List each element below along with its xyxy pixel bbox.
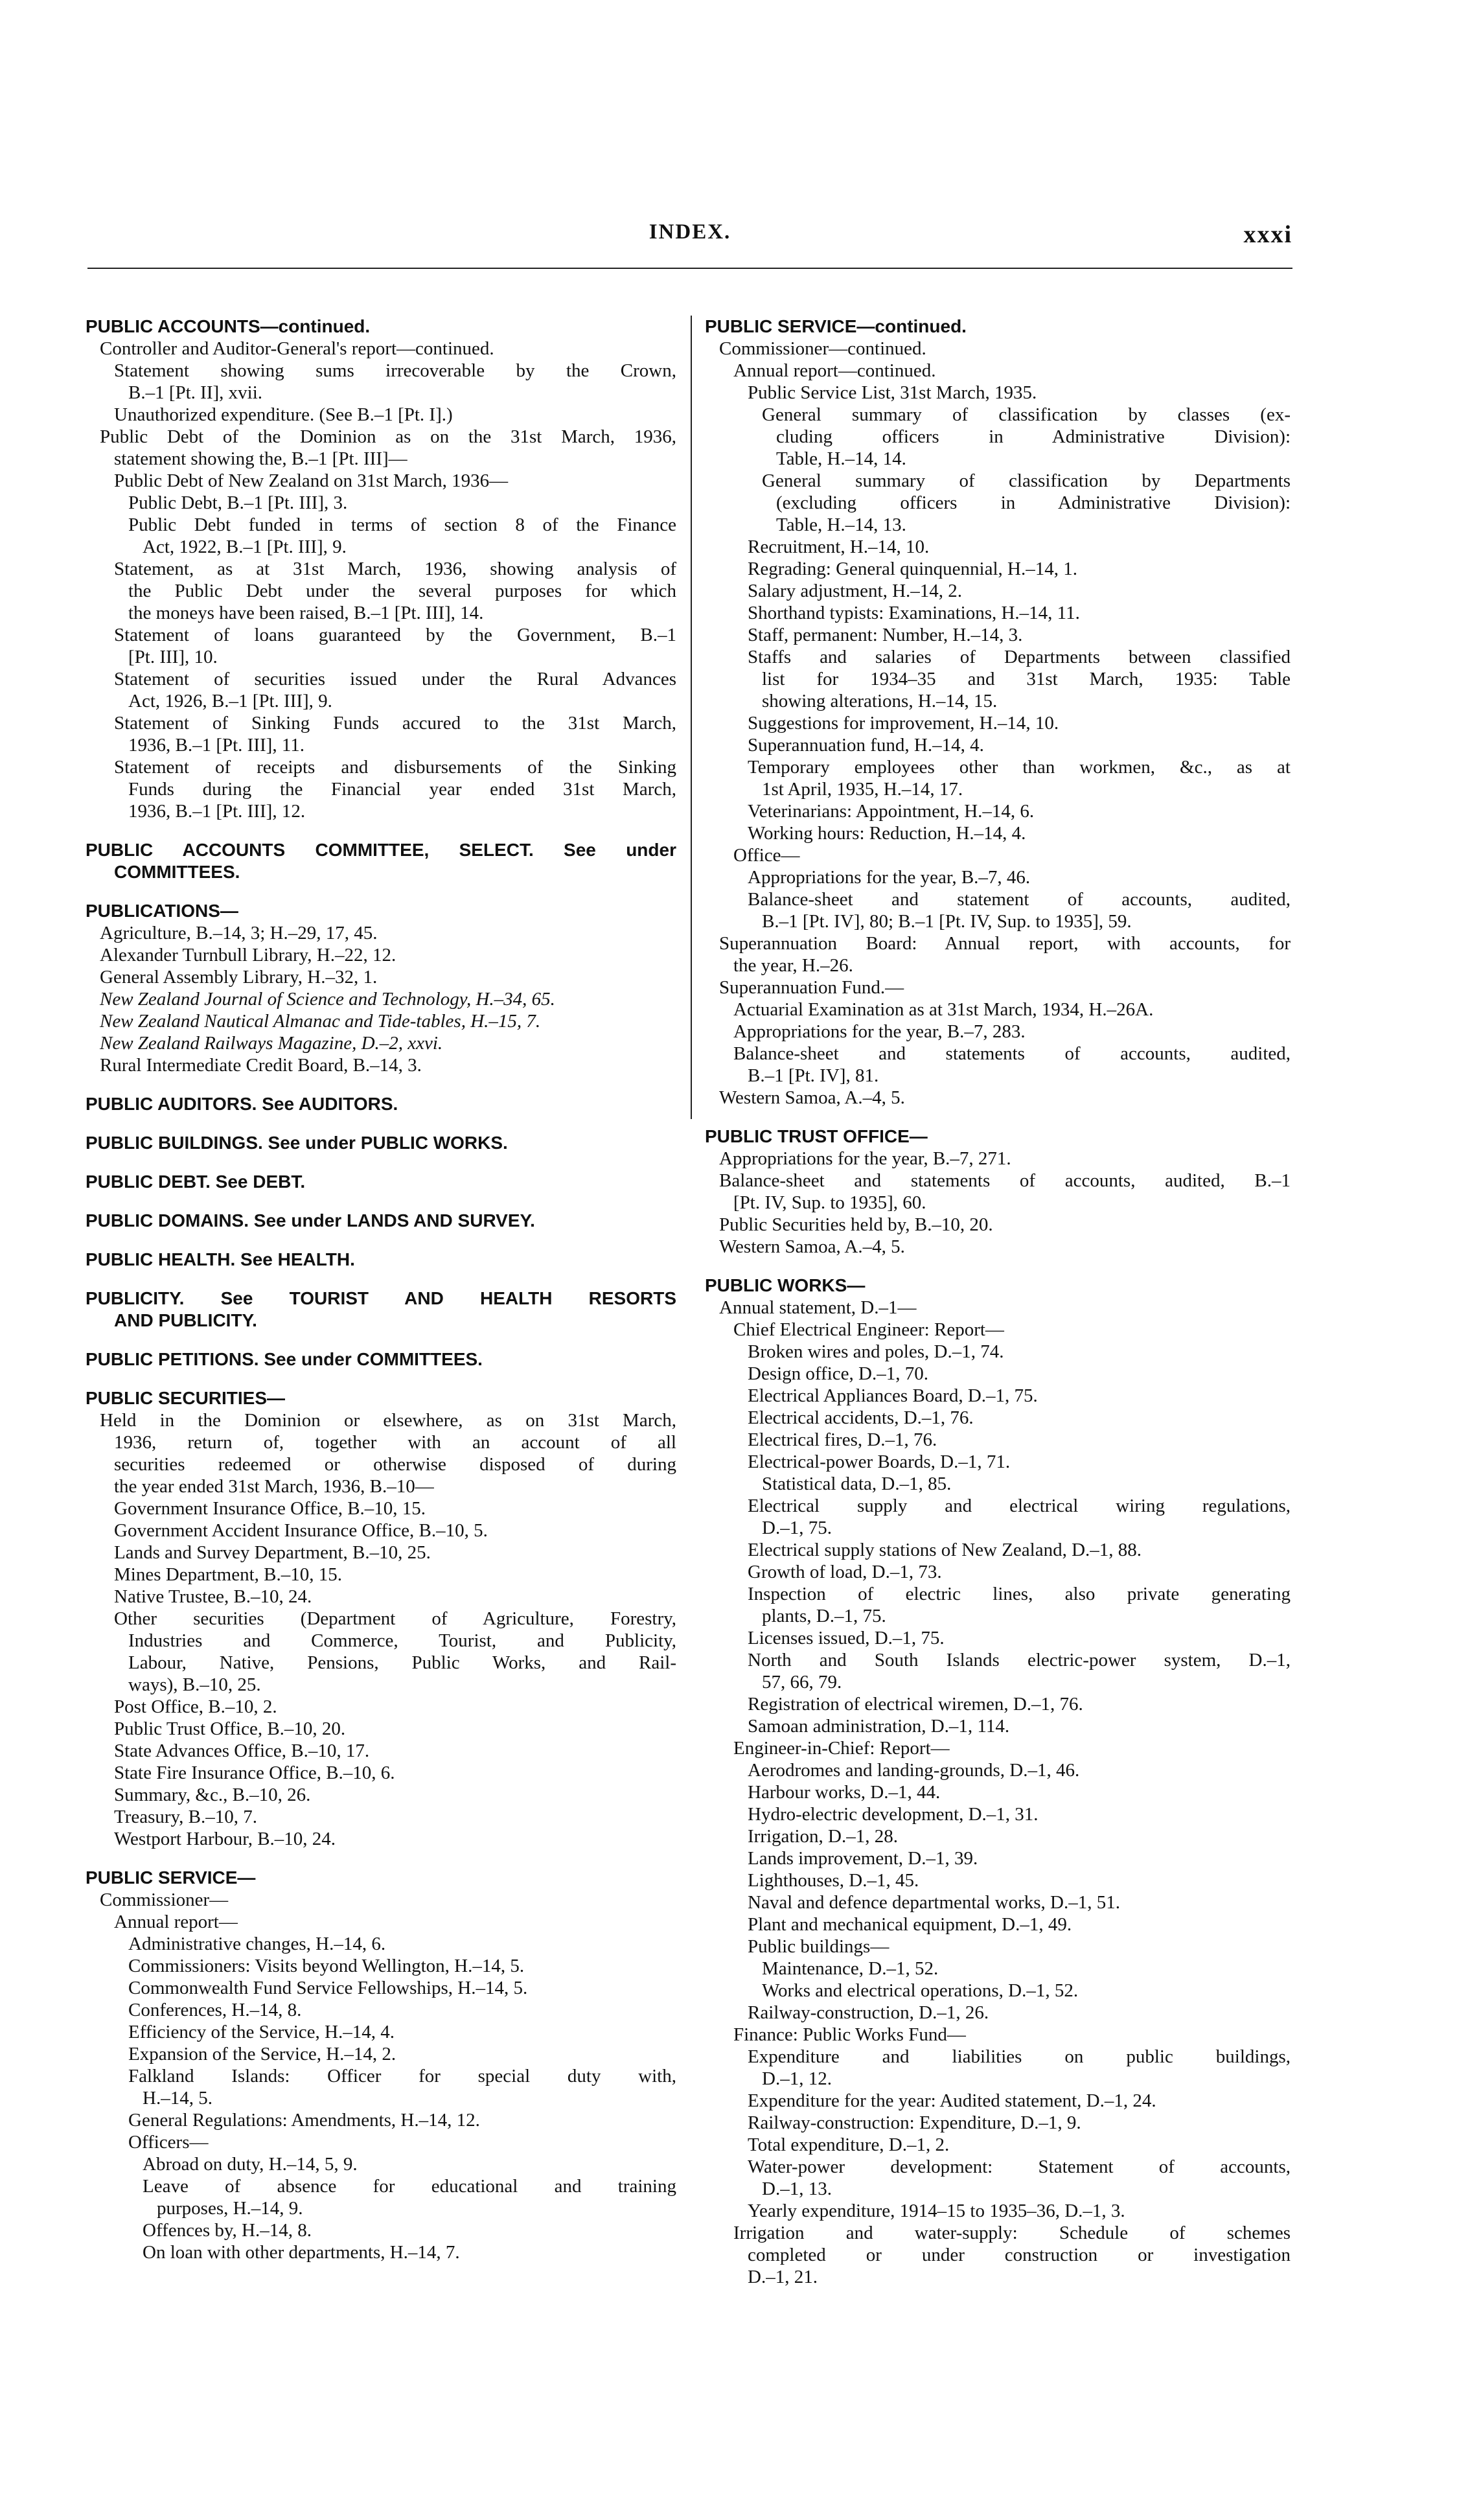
index-entry: 57, 66, 79. — [762, 1672, 842, 1693]
index-entry: Total expenditure, D.–1, 2. — [748, 2134, 950, 2155]
index-heading: PUBLIC SERVICE—continued. — [705, 316, 967, 336]
index-entry: Recruitment, H.–14, 10. — [748, 537, 930, 557]
index-entry: B.–1 [Pt. IV], 80; B.–1 [Pt. IV, Sup. to 1935], 59. — [762, 911, 1132, 932]
index-entry: the Public Debt under the several purposes for which — [128, 581, 676, 601]
index-heading: PUBLIC SECURITIES— — [86, 1388, 286, 1408]
index-entry: list for 1934–35 and 31st March, 1935: Table — [762, 669, 1291, 689]
index-entry: Yearly expenditure, 1914–15 to 1935–36, D.–1, 3. — [748, 2201, 1125, 2221]
index-entry: showing alterations, H.–14, 15. — [762, 691, 998, 711]
index-heading: PUBLIC BUILDINGS. See under PUBLIC WORKS. — [86, 1133, 508, 1153]
index-entry: Statement of Sinking Funds accured to the 31st March, — [114, 713, 676, 734]
index-entry: Public Trust Office, B.–10, 20. — [114, 1718, 346, 1739]
index-entry: Growth of load, D.–1, 73. — [748, 1562, 942, 1582]
index-entry: Irrigation and water-supply: Schedule of schemes — [733, 2223, 1291, 2243]
index-entry: statement showing the, B.–1 [Pt. III]— — [114, 448, 408, 469]
index-entry: Efficiency of the Service, H.–14, 4. — [128, 2022, 395, 2042]
column-divider — [691, 316, 692, 1119]
index-entry: Rural Intermediate Credit Board, B.–14, 3. — [100, 1055, 422, 1076]
index-entry: [Pt. IV, Sup. to 1935], 60. — [733, 1192, 926, 1213]
index-entry: State Advances Office, B.–10, 17. — [114, 1740, 370, 1761]
index-entry: Electrical-power Boards, D.–1, 71. — [748, 1451, 1011, 1472]
index-entry: 1936, return of, together with an account of all — [114, 1432, 676, 1453]
page-header — [87, 220, 1292, 259]
index-entry: D.–1, 75. — [762, 1518, 832, 1538]
index-entry: Westport Harbour, B.–10, 24. — [114, 1829, 336, 1849]
index-entry: Temporary employees other than workmen, &c., as at — [748, 757, 1291, 778]
index-entry: Post Office, B.–10, 2. — [114, 1696, 277, 1717]
index-entry: Balance-sheet and statements of accounts, audited, — [733, 1043, 1291, 1064]
index-entry: Actuarial Examination as at 31st March, 1934, H.–26A. — [733, 999, 1154, 1020]
index-entry: Working hours: Reduction, H.–14, 4. — [748, 823, 1026, 844]
index-heading: PUBLIC TRUST OFFICE— — [705, 1126, 928, 1146]
index-entry: B.–1 [Pt. II], xvii. — [128, 382, 263, 403]
index-heading: PUBLIC ACCOUNTS COMMITTEE, SELECT. See under — [86, 840, 676, 860]
index-entry: Table, H.–14, 13. — [776, 514, 906, 535]
index-entry: Balance-sheet and statement of accounts, audited, — [748, 889, 1291, 910]
index-entry: Lands and Survey Department, B.–10, 25. — [114, 1542, 431, 1563]
index-entry: cluding officers in Administrative Division): — [776, 426, 1291, 447]
index-entry: Naval and defence departmental works, D.–1, 51. — [748, 1892, 1120, 1913]
index-heading: PUBLIC ACCOUNTS—continued. — [86, 316, 371, 336]
index-heading: PUBLIC HEALTH. See HEALTH. — [86, 1249, 355, 1269]
index-entry: New Zealand Journal of Science and Technology, H.–34, 65. — [100, 989, 555, 1010]
index-heading: AND PUBLICITY. — [114, 1310, 257, 1330]
index-entry: State Fire Insurance Office, B.–10, 6. — [114, 1763, 395, 1783]
index-entry: Aerodromes and landing-grounds, D.–1, 46. — [748, 1760, 1080, 1781]
index-entry: Appropriations for the year, B.–7, 46. — [748, 867, 1031, 888]
index-entry: Annual statement, D.–1— — [719, 1297, 917, 1318]
index-entry: Industries and Commerce, Tourist, and Publicity, — [128, 1630, 676, 1651]
header-rule — [87, 268, 1292, 269]
index-entry: Commissioner— — [100, 1890, 229, 1910]
index-entry: Western Samoa, A.–4, 5. — [719, 1236, 905, 1257]
index-entry: [Pt. III], 10. — [128, 647, 218, 667]
index-entry: Native Trustee, B.–10, 24. — [114, 1586, 312, 1607]
index-entry: New Zealand Railways Magazine, D.–2, xxvi. — [100, 1033, 443, 1054]
index-entry: Expansion of the Service, H.–14, 2. — [128, 2044, 396, 2064]
index-entry: Statement, as at 31st March, 1936, showing analysis of — [114, 559, 676, 579]
index-entry: Act, 1922, B.–1 [Pt. III], 9. — [143, 537, 347, 557]
index-entry: Other securities (Department of Agriculture, Forestry, — [114, 1608, 676, 1629]
index-entry: Public buildings— — [748, 1936, 890, 1957]
index-entry: Government Insurance Office, B.–10, 15. — [114, 1498, 426, 1519]
index-entry: Commissioners: Visits beyond Wellington, H.–14, 5. — [128, 1956, 525, 1976]
index-entry: Irrigation, D.–1, 28. — [748, 1826, 898, 1847]
index-entry: Lands improvement, D.–1, 39. — [748, 1848, 978, 1869]
left-column — [86, 316, 676, 2263]
index-entry: Western Samoa, A.–4, 5. — [719, 1087, 905, 1108]
index-entry: General Assembly Library, H.–32, 1. — [100, 967, 378, 988]
index-entry: General summary of classification by classes (ex- — [762, 404, 1291, 425]
index-entry: Statement of loans guaranteed by the Government, B.–1 — [114, 625, 676, 645]
page-number: xxxi — [1243, 221, 1292, 248]
index-entry: Design office, D.–1, 70. — [748, 1363, 928, 1384]
index-entry: Staffs and salaries of Departments between classified — [748, 647, 1291, 667]
index-entry: Commonwealth Fund Service Fellowships, H.–14, 5. — [128, 1978, 528, 1998]
index-heading: PUBLIC AUDITORS. See AUDITORS. — [86, 1094, 398, 1114]
index-entry: Maintenance, D.–1, 52. — [762, 1958, 939, 1979]
index-entry: the moneys have been raised, B.–1 [Pt. III], 14. — [128, 603, 484, 623]
index-entry: Statement showing sums irrecoverable by the Crown, — [114, 360, 676, 381]
index-entry: Railway-construction, D.–1, 26. — [748, 2002, 989, 2023]
index-entry: Expenditure for the year: Audited statement, D.–1, 24. — [748, 2090, 1156, 2111]
index-entry: Officers— — [128, 2132, 209, 2153]
index-entry: Suggestions for improvement, H.–14, 10. — [748, 713, 1059, 734]
index-entry: Registration of electrical wiremen, D.–1, 76. — [748, 1694, 1083, 1715]
index-entry: Treasury, B.–10, 7. — [114, 1807, 257, 1827]
index-entry: Statistical data, D.–1, 85. — [762, 1474, 952, 1494]
page-title: INDEX. — [649, 220, 731, 244]
index-entry: plants, D.–1, 75. — [762, 1606, 886, 1626]
index-entry: Public Securities held by, B.–10, 20. — [719, 1214, 993, 1235]
index-heading: PUBLIC DOMAINS. See under LANDS AND SURVEY. — [86, 1210, 535, 1231]
index-entry: Electrical supply and electrical wiring regulations, — [748, 1496, 1291, 1516]
index-entry: Public Debt of New Zealand on 31st March, 1936— — [114, 470, 509, 491]
index-entry: Railway-construction: Expenditure, D.–1, 9. — [748, 2112, 1081, 2133]
index-entry: Annual report—continued. — [733, 360, 936, 381]
index-entry: Public Debt of the Dominion as on the 31st March, 1936, — [100, 426, 676, 447]
index-entry: Engineer-in-Chief: Report— — [733, 1738, 950, 1759]
index-entry: Commissioner—continued. — [719, 338, 926, 359]
index-entry: 1st April, 1935, H.–14, 17. — [762, 779, 963, 800]
index-entry: Staff, permanent: Number, H.–14, 3. — [748, 625, 1023, 645]
index-entry: Agriculture, B.–14, 3; H.–29, 17, 45. — [100, 923, 378, 943]
index-entry: Alexander Turnbull Library, H.–22, 12. — [100, 945, 396, 965]
index-entry: Salary adjustment, H.–14, 2. — [748, 581, 963, 601]
index-heading: PUBLICITY. See TOURIST AND HEALTH RESORTS — [86, 1288, 676, 1308]
index-entry: completed or under construction or investigation — [748, 2245, 1291, 2265]
index-entry: On loan with other departments, H.–14, 7. — [143, 2242, 460, 2263]
index-entry: New Zealand Nautical Almanac and Tide-tables, H.–15, 7. — [100, 1011, 541, 1032]
index-entry: General summary of classification by Departments — [762, 470, 1291, 491]
index-entry: Chief Electrical Engineer: Report— — [733, 1319, 1004, 1340]
index-entry: Office— — [733, 845, 800, 866]
index-entry: Samoan administration, D.–1, 114. — [748, 1716, 1010, 1737]
index-entry: North and South Islands electric-power system, D.–1, — [748, 1650, 1291, 1670]
index-entry: Appropriations for the year, B.–7, 283. — [733, 1021, 1026, 1042]
index-entry: Mines Department, B.–10, 15. — [114, 1564, 342, 1585]
index-entry: 1936, B.–1 [Pt. III], 11. — [128, 735, 304, 756]
index-entry: the year, H.–26. — [733, 955, 853, 976]
index-entry: Public Debt funded in terms of section 8 of the Finance — [128, 514, 676, 535]
index-entry: Inspection of electric lines, also private generating — [748, 1584, 1291, 1604]
index-entry: Superannuation Fund.— — [719, 977, 904, 998]
index-entry: Superannuation fund, H.–14, 4. — [748, 735, 984, 756]
index-entry: ways), B.–10, 25. — [128, 1674, 261, 1695]
index-entry: Appropriations for the year, B.–7, 271. — [719, 1148, 1011, 1169]
index-entry: Unauthorized expenditure. (See B.–1 [Pt. I].) — [114, 404, 453, 425]
index-entry: purposes, H.–14, 9. — [157, 2198, 303, 2219]
index-entry: Administrative changes, H.–14, 6. — [128, 1934, 386, 1954]
index-entry: (excluding officers in Administrative Division): — [776, 492, 1291, 513]
index-entry: Falkland Islands: Officer for special duty with, — [128, 2066, 676, 2087]
index-entry: Superannuation Board: Annual report, with accounts, for — [719, 933, 1291, 954]
index-entry: Summary, &c., B.–10, 26. — [114, 1785, 311, 1805]
index-entry: Works and electrical operations, D.–1, 52. — [762, 1980, 1079, 2001]
index-heading: PUBLIC WORKS— — [705, 1275, 866, 1295]
index-heading: COMMITTEES. — [114, 862, 240, 882]
index-entry: Plant and mechanical equipment, D.–1, 49. — [748, 1914, 1072, 1935]
index-heading: PUBLICATIONS— — [86, 901, 238, 921]
index-entry: Offences by, H.–14, 8. — [143, 2220, 312, 2241]
index-entry: Electrical accidents, D.–1, 76. — [748, 1407, 974, 1428]
index-entry: D.–1, 21. — [748, 2267, 818, 2287]
index-entry: Finance: Public Works Fund— — [733, 2024, 966, 2045]
index-entry: D.–1, 12. — [762, 2068, 832, 2089]
index-entry: Statement of receipts and disbursements of the Sinking — [114, 757, 676, 778]
index-entry: Shorthand typists: Examinations, H.–14, 11. — [748, 603, 1080, 623]
index-entry: Public Service List, 31st March, 1935. — [748, 382, 1037, 403]
index-entry: Electrical supply stations of New Zealand, D.–1, 88. — [748, 1540, 1142, 1560]
index-entry: Labour, Native, Pensions, Public Works, and Rail- — [128, 1652, 676, 1673]
index-heading: PUBLIC SERVICE— — [86, 1867, 256, 1888]
index-entry: Licenses issued, D.–1, 75. — [748, 1628, 945, 1648]
index-entry: the year ended 31st March, 1936, B.–10— — [114, 1476, 434, 1497]
index-entry: Controller and Auditor-General's report—continued. — [100, 338, 494, 359]
index-entry: H.–14, 5. — [143, 2088, 212, 2109]
index-entry: Act, 1926, B.–1 [Pt. III], 9. — [128, 691, 332, 711]
index-entry: Funds during the Financial year ended 31st March, — [128, 779, 676, 800]
index-entry: securities redeemed or otherwise disposed of during — [114, 1454, 676, 1475]
index-entry: Veterinarians: Appointment, H.–14, 6. — [748, 801, 1035, 822]
index-entry: General Regulations: Amendments, H.–14, 12. — [128, 2110, 480, 2131]
index-entry: Lighthouses, D.–1, 45. — [748, 1870, 919, 1891]
index-entry: Broken wires and poles, D.–1, 74. — [748, 1341, 1004, 1362]
index-entry: Electrical Appliances Board, D.–1, 75. — [748, 1385, 1038, 1406]
index-entry: B.–1 [Pt. IV], 81. — [748, 1065, 879, 1086]
index-entry: Harbour works, D.–1, 44. — [748, 1782, 941, 1803]
index-entry: D.–1, 13. — [762, 2179, 832, 2199]
index-entry: Government Accident Insurance Office, B.–10, 5. — [114, 1520, 488, 1541]
index-entry: Regrading: General quinquennial, H.–14, 1. — [748, 559, 1077, 579]
index-entry: Table, H.–14, 14. — [776, 448, 906, 469]
index-entry: Balance-sheet and statements of accounts, audited, B.–1 — [719, 1170, 1291, 1191]
index-entry: Hydro-electric development, D.–1, 31. — [748, 1804, 1039, 1825]
index-entry: Expenditure and liabilities on public buildings, — [748, 2046, 1291, 2067]
index-entry: Conferences, H.–14, 8. — [128, 2000, 302, 2020]
index-entry: Leave of absence for educational and training — [143, 2176, 676, 2197]
index-entry: Water-power development: Statement of accounts, — [748, 2156, 1291, 2177]
index-entry: Electrical fires, D.–1, 76. — [748, 1429, 937, 1450]
index-entry: Held in the Dominion or elsewhere, as on 31st March, — [100, 1410, 676, 1431]
index-entry: 1936, B.–1 [Pt. III], 12. — [128, 801, 306, 822]
index-entry: Annual report— — [114, 1912, 238, 1932]
index-heading: PUBLIC DEBT. See DEBT. — [86, 1172, 306, 1192]
index-heading: PUBLIC PETITIONS. See under COMMITTEES. — [86, 1349, 483, 1369]
index-entry: Abroad on duty, H.–14, 5, 9. — [143, 2154, 358, 2175]
right-column — [705, 316, 1291, 2288]
index-entry: Statement of securities issued under the Rural Advances — [114, 669, 676, 689]
index-entry: Public Debt, B.–1 [Pt. III], 3. — [128, 492, 348, 513]
